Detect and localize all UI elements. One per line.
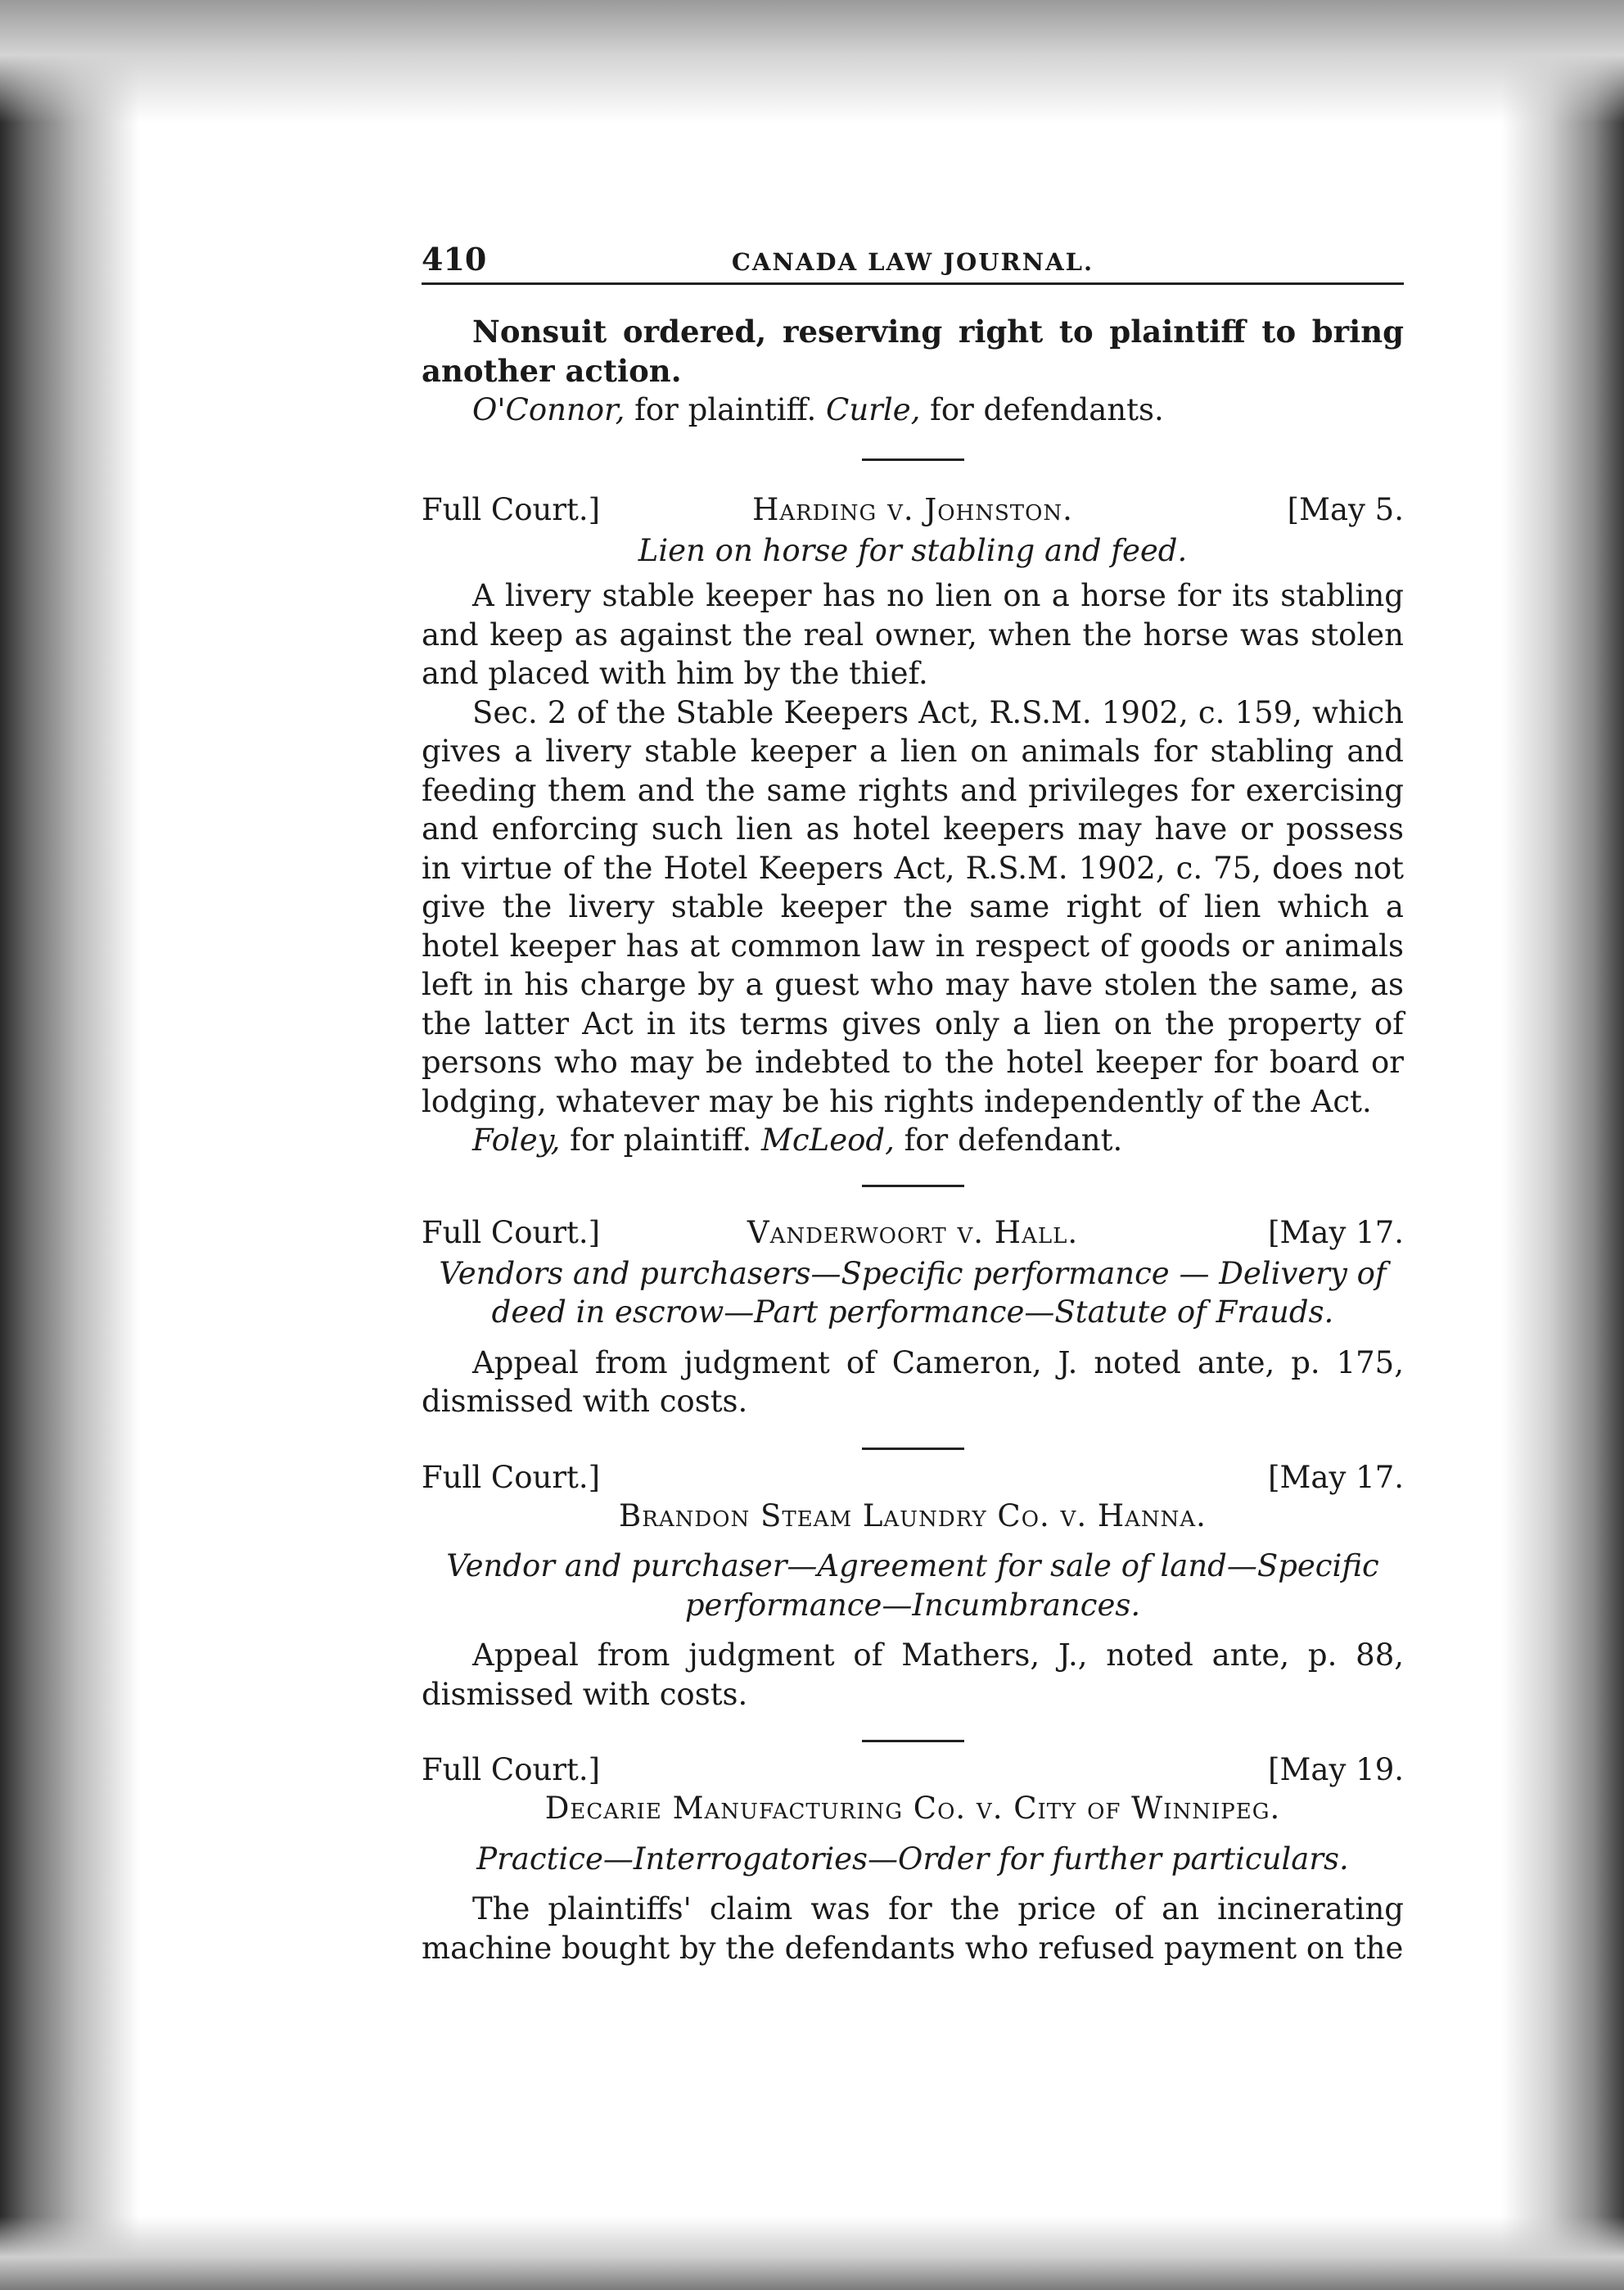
case-headnote: performance—Incumbrances. [684,1587,1141,1623]
court-label: Full Court.] [422,491,601,527]
counsel-name: McLeod, [761,1122,895,1158]
prev-case-ending [422,313,1404,430]
case-paragraph: Appeal from judgment of Cameron, J. noted ante, p. 175, dismissed with costs. [422,1344,1404,1419]
case-paragraph: The plaintiffs' claim was for the price of an incinerating machine bought by the defendants who refused payment on the [422,1891,1404,1966]
scan-edge-top [0,0,1624,123]
case-heading [422,1213,1404,1254]
case-brandon-steam-laundry-v-hanna [422,1458,1404,1714]
running-head [422,233,1404,285]
case-headnote: Vendor and purchaser—Agreement for sale of land—Specific [446,1548,1379,1583]
counsel-role: for defendant. [894,1122,1123,1158]
case-headnote: Vendors and purchasers—Specific performance — Delivery of [439,1255,1387,1291]
case-title: Vanderwoort v. Hall. [747,1214,1079,1250]
court-label: Full Court.] [422,1214,601,1250]
case-paragraph: A livery stable keeper has no lien on a horse for its stabling and keep as against the real owner, when the horse was stolen and placed with him by the thief. [422,578,1404,691]
page-number: 410 [422,241,487,278]
journal-title: CANADA LAW JOURNAL. [731,248,1094,276]
case-paragraph: Sec. 2 of the Stable Keepers Act, R.S.M. 1902, c. 159, which gives a livery stable keeper a lien on animals for stabling and feeding them and the same rights and privileges for exercising and enforcing such lien as hotel keepers may have or possess in virtue of the Hotel Keepers Act, R.S.M. 1902, c. 75, does not give the livery stable keeper the same right of lien which a hotel keeper has at common law in respect of goods or animals left in his charge by a guest who may have stolen the same, as the latter Act in its terms gives only a lien on the property of persons who may be indebted to the hotel keeper for board or lodging, whatever may be his rights independently of the Act. [422,694,1404,1119]
counsel-role: for plaintiff. [560,1122,762,1158]
case-date: [May 17. [1268,1459,1404,1495]
counsel-name: O'Connor, [472,392,625,427]
counsel-name: Curle, [826,392,921,427]
court-label: Full Court.] [422,1459,601,1495]
case-title: Brandon Steam Laundry Co. v. Hanna. [619,1497,1207,1533]
prev-case-result: Nonsuit ordered, reserving right to plaintiff to bring another action. [422,314,1404,389]
prev-case-counsel [422,391,1404,430]
case-title: Decarie Manufacturing Co. v. City of Winnipeg. [544,1791,1281,1826]
case-title: Harding v. Johnston. [752,491,1073,527]
case-paragraph: Appeal from judgment of Mathers, J., noted ante, p. 88, dismissed with costs. [422,1637,1404,1712]
court-label: Full Court.] [422,1752,601,1787]
case-headnote: Practice—Interrogatories—Order for further particulars. [476,1841,1349,1877]
case-heading [422,490,1404,531]
case-headnote: deed in escrow—Part performance—Statute of Frauds. [491,1294,1334,1330]
scan-edge-bottom [0,2216,1624,2290]
counsel-role: for defendants. [920,392,1164,427]
scan-edge-right [1501,0,1624,2290]
counsel-name: Foley, [472,1122,561,1158]
case-decarie-v-winnipeg [422,1750,1404,1967]
counsel-role: for plaintiff. [625,392,827,427]
case-heading [422,1458,1404,1497]
case-headnote: Lien on horse for stabling and feed. [638,532,1188,568]
case-heading [422,1750,1404,1789]
case-vanderwoort-v-hall [422,1213,1404,1421]
page-body [422,233,1404,1967]
case-date: [May 5. [1287,491,1404,527]
case-date: [May 17. [1268,1214,1404,1250]
case-date: [May 19. [1268,1752,1404,1787]
case-harding-v-johnston [422,490,1404,1160]
scan-edge-left [0,0,139,2290]
case-counsel [422,1121,1404,1160]
